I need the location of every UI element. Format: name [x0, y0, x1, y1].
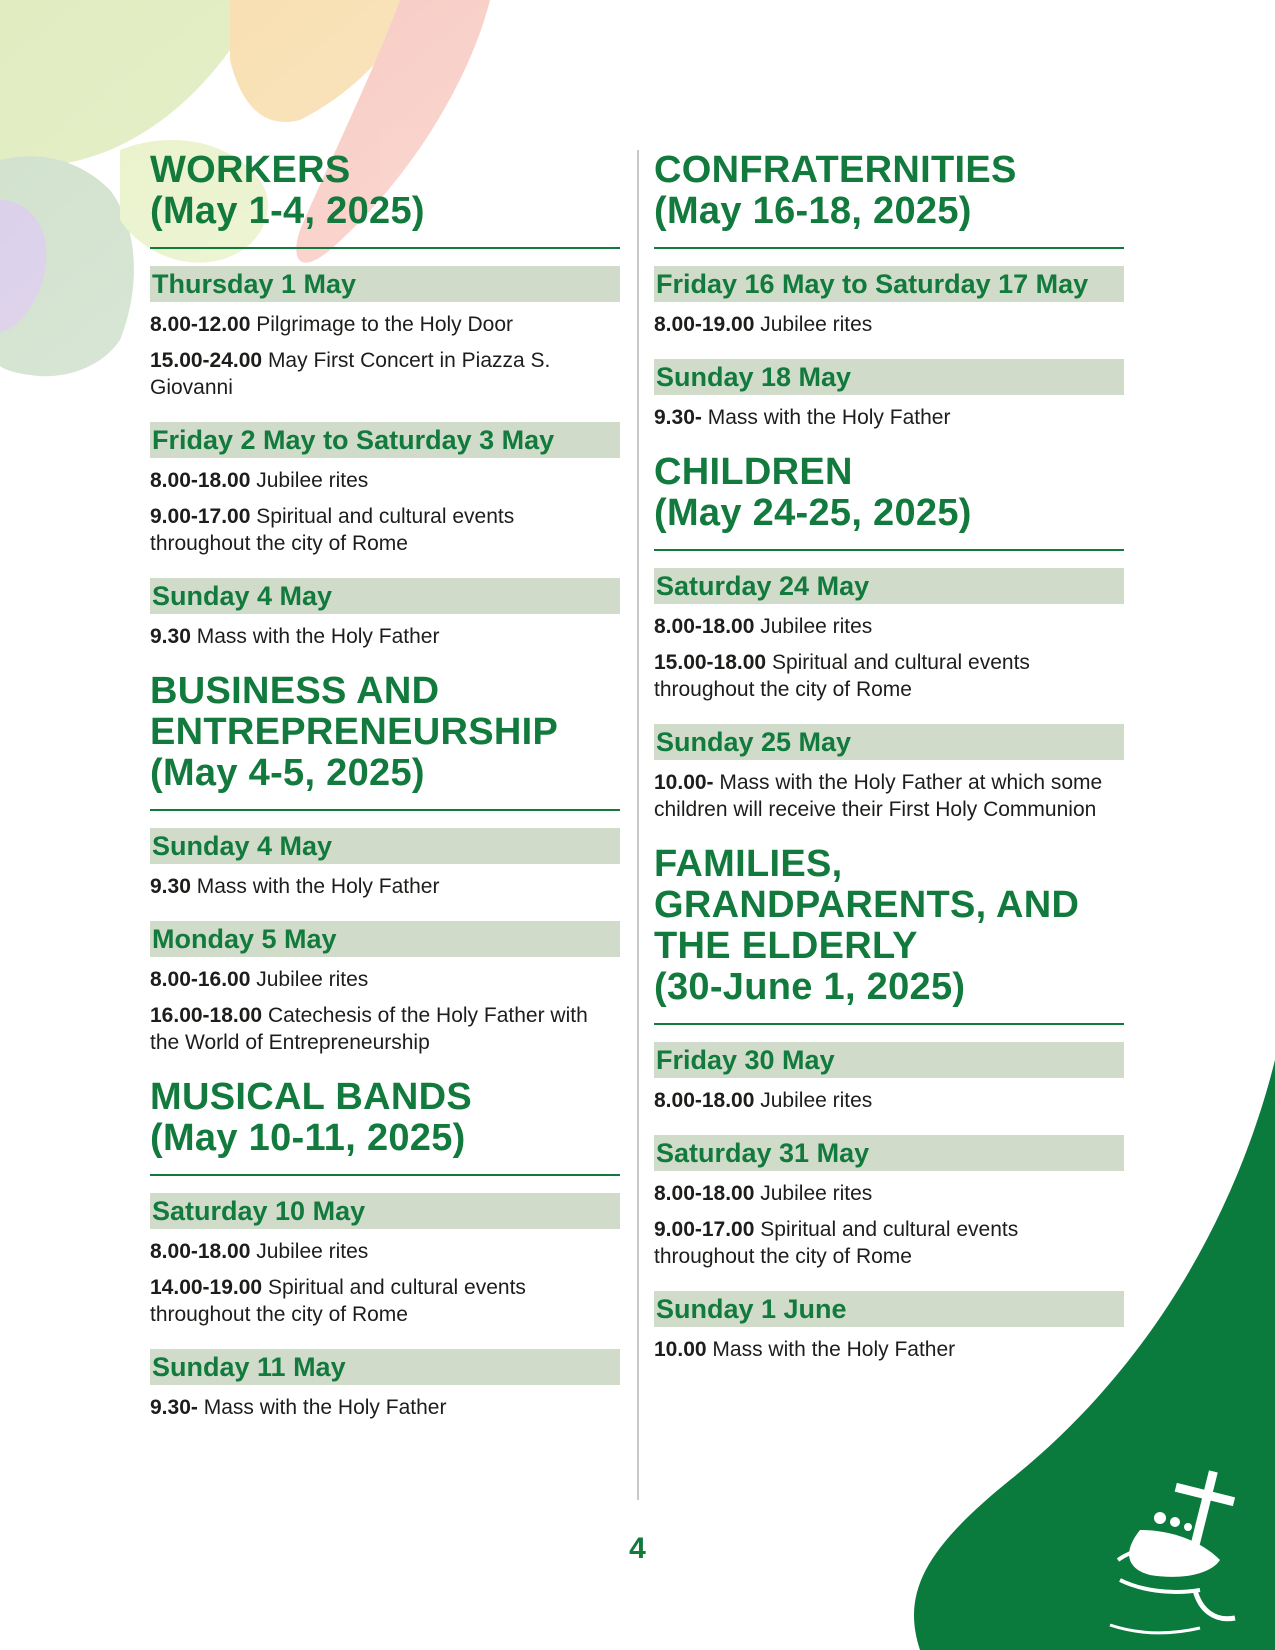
schedule-entry [150, 1394, 620, 1421]
day-block [654, 359, 1124, 431]
entry-time: 8.00-18.00 [150, 1240, 251, 1263]
schedule-entry [654, 311, 1124, 338]
entry-description: Jubilee rites [754, 313, 873, 336]
day-block [654, 266, 1124, 338]
column-divider [637, 150, 639, 1500]
section-title-line: FAMILIES, [654, 843, 843, 885]
entry-time: 8.00-18.00 [150, 469, 251, 492]
section-rule [654, 549, 1124, 551]
day-heading: Saturday 10 May [150, 1193, 620, 1229]
schedule-entry [150, 467, 620, 494]
entry-description: Jubilee rites [250, 968, 369, 991]
section-rule [150, 1174, 620, 1176]
schedule-entry [654, 1087, 1124, 1114]
schedule-entry [150, 347, 620, 401]
section-title-line: GRANDPARENTS, AND [654, 884, 1080, 926]
entry-time: 8.00-18.00 [654, 1089, 755, 1112]
day-heading: Sunday 1 June [654, 1291, 1124, 1327]
day-block [654, 1135, 1124, 1270]
section-rule [150, 247, 620, 249]
section-title-line: (May 1-4, 2025) [150, 190, 425, 232]
page-number: 4 [629, 1532, 646, 1565]
entry-description: Spiritual and cultural events throughout the city of Rome [150, 505, 515, 555]
entry-description: Spiritual and cultural events throughout the city of Rome [150, 1276, 526, 1326]
day-heading: Sunday 11 May [150, 1349, 620, 1385]
entry-time: 8.00-12.00 [150, 313, 251, 336]
day-block [150, 422, 620, 557]
section-title [150, 1077, 620, 1159]
day-heading: Sunday 4 May [150, 828, 620, 864]
entry-description: Jubilee rites [754, 615, 873, 638]
day-heading: Saturday 24 May [654, 568, 1124, 604]
entry-time: 10.00 [654, 1338, 707, 1361]
entry-time: 8.00-18.00 [654, 615, 755, 638]
right-column [654, 150, 1124, 1384]
schedule-entry [654, 404, 1124, 431]
entry-description: Mass with the Holy Father [197, 1396, 447, 1419]
schedule-entry [150, 1274, 620, 1328]
entry-time: 10.00- [654, 771, 714, 794]
schedule-entry [150, 311, 620, 338]
section-title-line: (May 16-18, 2025) [654, 190, 972, 232]
schedule-entry [150, 1238, 620, 1265]
day-heading: Sunday 18 May [654, 359, 1124, 395]
day-heading: Sunday 25 May [654, 724, 1124, 760]
day-heading: Saturday 31 May [654, 1135, 1124, 1171]
event-section [150, 671, 620, 1056]
section-title-line: (May 4-5, 2025) [150, 752, 425, 794]
schedule-entry [150, 873, 620, 900]
day-block [150, 1349, 620, 1421]
entry-description: Mass with the Holy Father at which some children will receive their First Holy Communion [654, 771, 1103, 821]
schedule-entry [654, 649, 1124, 703]
day-block [654, 1291, 1124, 1363]
day-heading: Friday 2 May to Saturday 3 May [150, 422, 620, 458]
entry-time: 8.00-18.00 [654, 1182, 755, 1205]
day-heading: Sunday 4 May [150, 578, 620, 614]
entry-description: Jubilee rites [250, 469, 369, 492]
schedule-entry [654, 1336, 1124, 1363]
event-section [654, 844, 1124, 1363]
event-section [654, 150, 1124, 431]
section-rule [150, 809, 620, 811]
entry-description: Spiritual and cultural events throughout the city of Rome [654, 1218, 1019, 1268]
section-title-line: (May 10-11, 2025) [150, 1117, 466, 1159]
day-heading: Monday 5 May [150, 921, 620, 957]
schedule-entry [654, 1180, 1124, 1207]
day-block [654, 568, 1124, 703]
entry-time: 14.00-19.00 [150, 1276, 263, 1299]
entry-time: 9.30 [150, 875, 191, 898]
entry-description: May First Concert in Piazza S. Giovanni [150, 349, 551, 399]
section-title [654, 150, 1124, 232]
day-block [150, 921, 620, 1056]
entry-time: 16.00-18.00 [150, 1004, 263, 1027]
left-column [150, 150, 620, 1442]
schedule-entry [150, 503, 620, 557]
entry-time: 9.30 [150, 625, 191, 648]
entry-description: Mass with the Holy Father [701, 406, 951, 429]
schedule-entry [150, 1002, 620, 1056]
entry-description: Jubilee rites [250, 1240, 369, 1263]
schedule-entry [150, 623, 620, 650]
entry-time: 15.00-24.00 [150, 349, 263, 372]
entry-time: 9.30- [654, 406, 702, 429]
day-block [150, 266, 620, 401]
entry-description: Pilgrimage to the Holy Door [250, 313, 514, 336]
entry-description: Jubilee rites [754, 1089, 873, 1112]
section-title-line: WORKERS [150, 149, 351, 191]
event-section [150, 1077, 620, 1421]
day-heading: Friday 16 May to Saturday 17 May [654, 266, 1124, 302]
schedule-entry [654, 769, 1124, 823]
day-block [654, 1042, 1124, 1114]
entry-description: Spiritual and cultural events throughout the city of Rome [654, 651, 1030, 701]
section-title [654, 452, 1124, 534]
entry-description: Mass with the Holy Father [706, 1338, 956, 1361]
day-block [150, 578, 620, 650]
schedule-entry [654, 1216, 1124, 1270]
entry-time: 9.00-17.00 [654, 1218, 755, 1241]
section-title-line: ENTREPRENEURSHIP [150, 711, 559, 753]
entry-time: 8.00-19.00 [654, 313, 755, 336]
entry-time: 9.00-17.00 [150, 505, 251, 528]
entry-description: Mass with the Holy Father [190, 875, 440, 898]
entry-time: 9.30- [150, 1396, 198, 1419]
section-title-line: THE ELDERLY [654, 925, 918, 967]
entry-description: Jubilee rites [754, 1182, 873, 1205]
schedule-entry [654, 613, 1124, 640]
entry-time: 8.00-16.00 [150, 968, 251, 991]
entry-description: Mass with the Holy Father [190, 625, 440, 648]
section-title-line: MUSICAL BANDS [150, 1076, 472, 1118]
entry-time: 15.00-18.00 [654, 651, 767, 674]
day-heading: Friday 30 May [654, 1042, 1124, 1078]
section-title-line: CONFRATERNITIES [654, 149, 1017, 191]
section-rule [654, 247, 1124, 249]
section-title [654, 844, 1124, 1008]
schedule-entry [150, 966, 620, 993]
event-section [150, 150, 620, 650]
section-rule [654, 1023, 1124, 1025]
section-title-line: CHILDREN [654, 451, 853, 493]
section-title-line: BUSINESS AND [150, 670, 440, 712]
section-title [150, 671, 620, 794]
day-block [150, 1193, 620, 1328]
day-block [150, 828, 620, 900]
section-title [150, 150, 620, 232]
event-section [654, 452, 1124, 823]
section-title-line: (30-June 1, 2025) [654, 966, 966, 1008]
entry-description: Catechesis of the Holy Father with the World of Entrepreneurship [150, 1004, 588, 1054]
section-title-line: (May 24-25, 2025) [654, 492, 972, 534]
day-block [654, 724, 1124, 823]
day-heading: Thursday 1 May [150, 266, 620, 302]
